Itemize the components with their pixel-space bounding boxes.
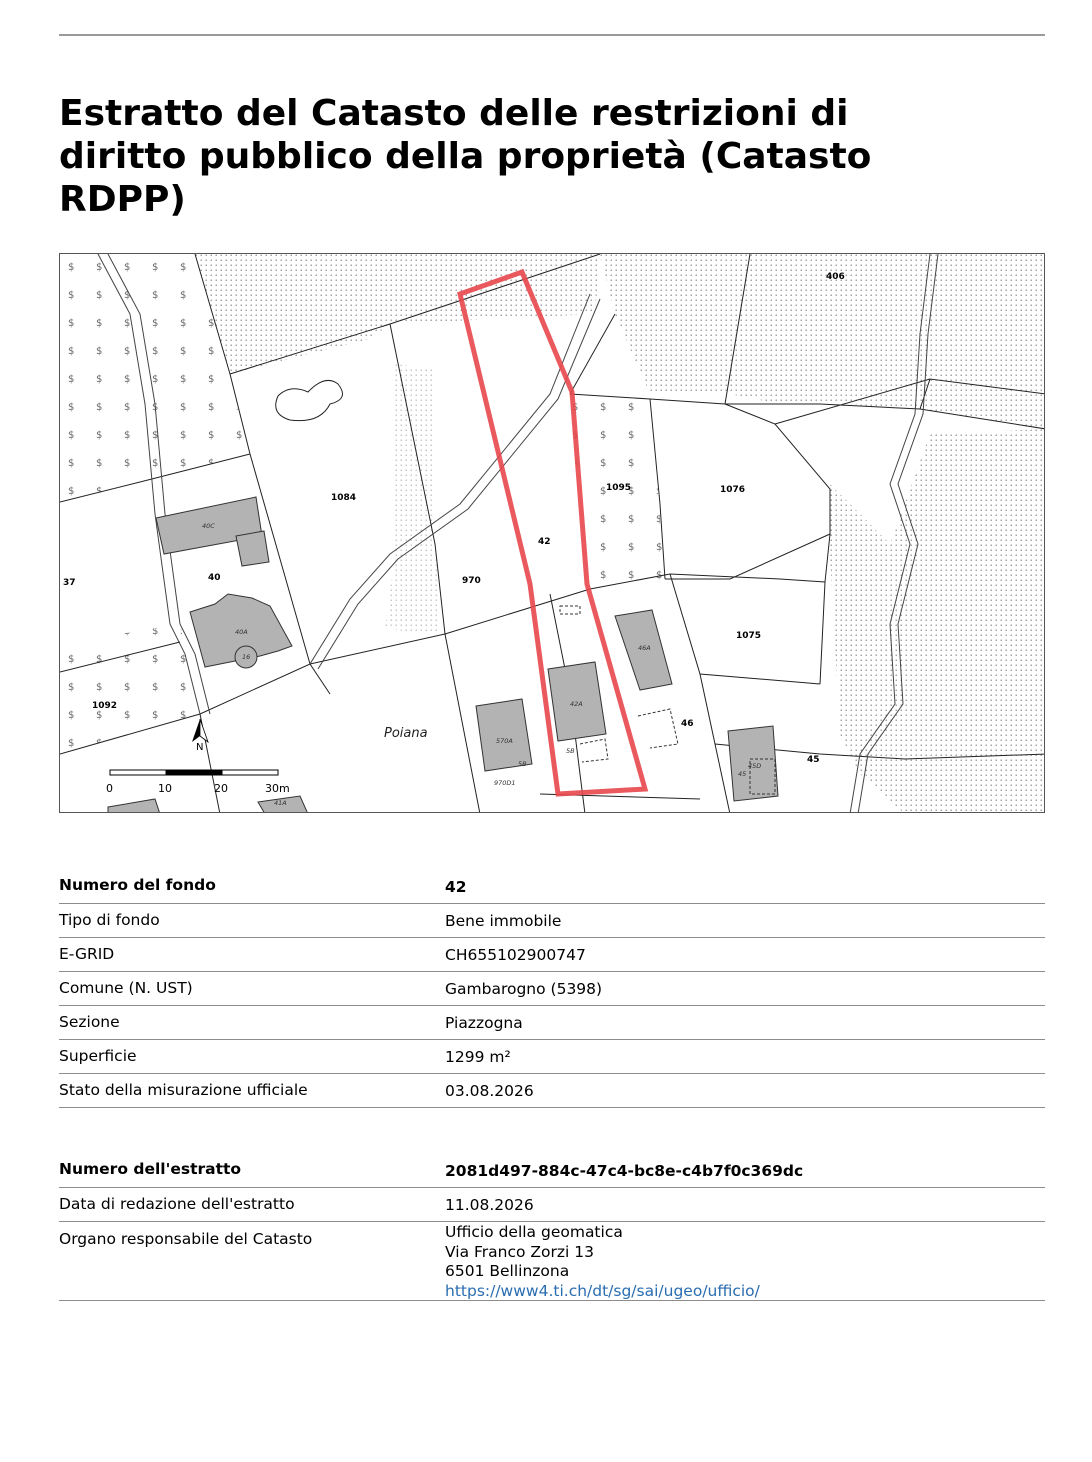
parcel-info-table xyxy=(59,876,1045,1108)
row-value: Piazzogna xyxy=(445,1014,523,1032)
parcel-label-1092: 1092 xyxy=(92,701,118,711)
row-label: Sezione xyxy=(59,1013,120,1031)
table-row xyxy=(59,904,1045,938)
parcel-label-970: 970 xyxy=(462,576,481,586)
row-label: Superficie xyxy=(59,1047,137,1065)
extract-number-value: 2081d497-884c-47c4-bc8e-c4b7f0c369dc xyxy=(445,1162,804,1180)
building-label-5b-2: 5B xyxy=(518,760,527,768)
parcel-label-1095: 1095 xyxy=(606,483,632,493)
authority-website-link[interactable]: https://www4.ti.ch/dt/sg/sai/ugeo/ufficio/ xyxy=(445,1281,760,1300)
building-label-570a: 570A xyxy=(496,737,513,745)
building-label-40a: 40A xyxy=(235,628,248,636)
table-row xyxy=(59,876,1045,904)
building-40c-annex xyxy=(236,531,269,566)
building-label-40c: 40C xyxy=(202,522,215,530)
authority-value xyxy=(445,1223,760,1301)
parcel-label-40: 40 xyxy=(208,573,221,583)
place-name: Poiana xyxy=(384,726,428,741)
dotted-area-right xyxy=(600,254,1045,429)
table-row xyxy=(59,938,1045,972)
table-row xyxy=(59,1160,1045,1188)
table-row xyxy=(59,1074,1045,1108)
parcel-label-406: 406 xyxy=(826,272,845,282)
cadastral-map xyxy=(59,253,1045,813)
extract-number-label: Numero dell'estratto xyxy=(59,1160,242,1178)
north-arrow xyxy=(192,719,208,753)
building-label-5b: 5B xyxy=(566,747,575,755)
scale-label-0: 0 xyxy=(106,782,113,795)
row-label: Tipo di fondo xyxy=(59,911,160,929)
row-value: CH655102900747 xyxy=(445,946,586,964)
dotted-area-mid xyxy=(385,364,440,634)
parcel-label-1076: 1076 xyxy=(720,485,746,495)
table-row xyxy=(59,972,1045,1006)
parcel-label-1075: 1075 xyxy=(736,631,762,641)
row-label: Comune (N. UST) xyxy=(59,979,193,997)
parcel-label-42: 42 xyxy=(538,537,551,547)
table-row xyxy=(59,1040,1045,1074)
table-row xyxy=(59,1222,1045,1301)
row-label: E-GRID xyxy=(59,945,115,963)
scale-bar xyxy=(106,770,290,795)
scale-label-20: 20 xyxy=(214,782,228,795)
north-label: N xyxy=(196,742,204,753)
extract-date-value: 11.08.2026 xyxy=(445,1196,534,1214)
row-value: 42 xyxy=(445,878,467,896)
building-label-42a: 42A xyxy=(570,700,583,708)
row-label: Stato della misurazione ufficiale xyxy=(59,1081,308,1099)
authority-name: Ufficio della geomatica xyxy=(445,1223,623,1241)
authority-city: 6501 Bellinzona xyxy=(445,1262,570,1280)
building-label-45: 45 xyxy=(738,770,747,778)
row-value: 03.08.2026 xyxy=(445,1082,534,1100)
parcel-label-1084: 1084 xyxy=(331,493,357,503)
extract-date-label: Data di redazione dell'estratto xyxy=(59,1195,295,1213)
pool-outline xyxy=(276,380,343,420)
building-label-45d: 45D xyxy=(748,762,762,770)
page-title: Estratto del Catasto delle restrizioni di diritto pubblico della proprietà (Catasto RDPP) xyxy=(59,93,872,220)
parcel-label-46: 46 xyxy=(681,719,694,729)
scale-label-30m: 30m xyxy=(265,782,290,795)
table-row xyxy=(59,1188,1045,1222)
scale-label-10: 10 xyxy=(158,782,172,795)
extract-info-table xyxy=(59,1160,1045,1301)
building-41a-left xyxy=(108,799,160,813)
building-label-970d1: 970D1 xyxy=(494,779,516,787)
parcel-label-37: 37 xyxy=(63,578,76,588)
building-label-16: 16 xyxy=(242,653,251,661)
row-value: Gambarogno (5398) xyxy=(445,980,603,998)
row-value: 1299 m² xyxy=(445,1048,511,1066)
top-divider xyxy=(59,34,1045,36)
row-value: Bene immobile xyxy=(445,912,562,930)
authority-street: Via Franco Zorzi 13 xyxy=(445,1242,594,1261)
table-row xyxy=(59,1006,1045,1040)
building-label-46a: 46A xyxy=(638,644,651,652)
row-label: Numero del fondo xyxy=(59,876,216,894)
parcel-label-45: 45 xyxy=(807,755,820,765)
authority-label: Organo responsabile del Catasto xyxy=(59,1230,313,1248)
building-label-41a: 41A xyxy=(274,799,287,807)
